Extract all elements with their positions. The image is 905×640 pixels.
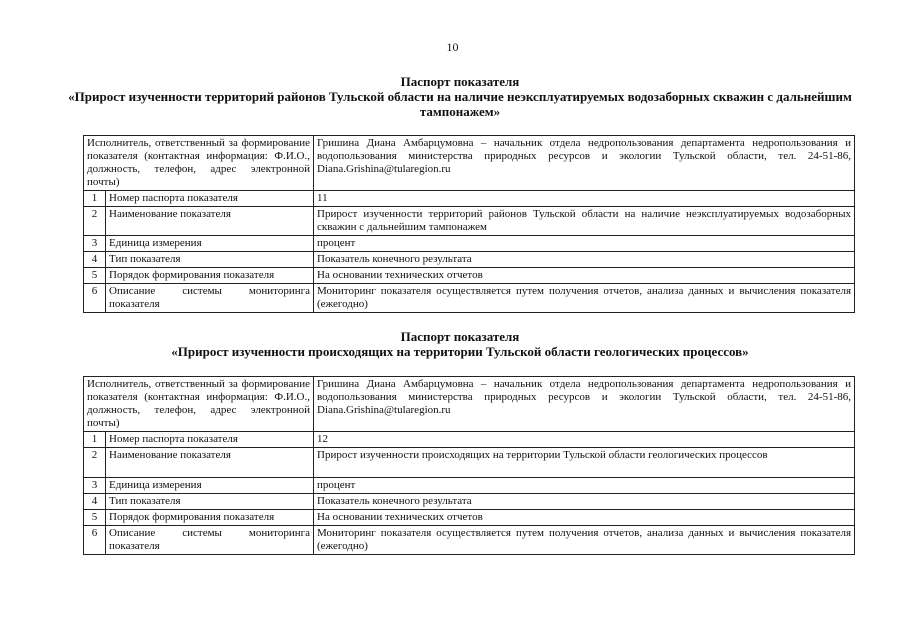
executor-label: Исполнитель, ответственный за формирование показателя (контактная информация: Ф.И.О., должность, телефон, адрес электронной почты) — [84, 377, 314, 432]
row-label: Номер паспорта показателя — [106, 191, 314, 207]
table-row — [84, 478, 855, 494]
row-value: Показатель конечного результата — [314, 494, 855, 510]
row-label: Единица измерения — [106, 236, 314, 252]
row-number: 4 — [84, 252, 106, 268]
table-row — [84, 526, 855, 555]
table-row — [84, 284, 855, 313]
row-value: процент — [314, 478, 855, 494]
row-value: Прирост изученности происходящих на территории Тульской области геологических процессов — [314, 448, 855, 478]
row-label: Тип показателя — [106, 252, 314, 268]
table-row — [84, 377, 855, 432]
row-value: 11 — [314, 191, 855, 207]
row-number: 2 — [84, 207, 106, 236]
row-value: Показатель конечного результата — [314, 252, 855, 268]
row-value: На основании технических отчетов — [314, 510, 855, 526]
table-row — [84, 494, 855, 510]
row-label: Описание системы мониторинга показателя — [106, 526, 314, 555]
row-value: Прирост изученности территорий районов Тульской области на наличие неэксплуатируемых водозаборных скважин с дальнейшим тампонажем — [314, 207, 855, 236]
table-row — [84, 432, 855, 448]
row-number: 3 — [84, 478, 106, 494]
row-value: 12 — [314, 432, 855, 448]
row-label: Единица измерения — [106, 478, 314, 494]
row-label: Наименование показателя — [106, 448, 314, 478]
row-label: Порядок формирования показателя — [106, 268, 314, 284]
table-row — [84, 191, 855, 207]
row-label: Номер паспорта показателя — [106, 432, 314, 448]
page-number: 10 — [446, 40, 459, 54]
executor-value: Гришина Диана Амбарцумовна – начальник отдела недропользования департамента недропользования и водопользования министерства природных ресурсов и экологии Тульской области, тел. 24-51-86, Diana.Grishina@tularegion.ru — [314, 377, 855, 432]
row-label: Наименование показателя — [106, 207, 314, 236]
table-row — [84, 268, 855, 284]
executor-label: Исполнитель, ответственный за формирование показателя (контактная информация: Ф.И.О., должность, телефон, адрес электронной почты) — [84, 136, 314, 191]
row-number: 6 — [84, 526, 106, 555]
passport-2-table — [83, 376, 855, 555]
row-number: 3 — [84, 236, 106, 252]
table-row — [84, 448, 855, 478]
row-label: Тип показателя — [106, 494, 314, 510]
table-row — [84, 207, 855, 236]
row-label: Описание системы мониторинга показателя — [106, 284, 314, 313]
row-number: 5 — [84, 268, 106, 284]
row-number: 1 — [84, 432, 106, 448]
row-number: 5 — [84, 510, 106, 526]
row-value: На основании технических отчетов — [314, 268, 855, 284]
table-row — [84, 252, 855, 268]
row-number: 2 — [84, 448, 106, 478]
passport-1-title: «Прирост изученности территорий районов Тульской области на наличие неэксплуатируемых водозаборных скважин с дальнейшим тампонажем» — [68, 89, 852, 119]
row-number: 6 — [84, 284, 106, 313]
passport-2-title-block — [60, 329, 860, 359]
passport-1-title-block — [60, 74, 860, 119]
table-row — [84, 136, 855, 191]
passport-1-heading: Паспорт показателя — [400, 74, 520, 89]
row-value: Мониторинг показателя осуществляется путем получения отчетов, анализа данных и вычисления показателя (ежегодно) — [314, 526, 855, 555]
passport-1-table — [83, 135, 855, 313]
executor-value: Гришина Диана Амбарцумовна – начальник отдела недропользования департамента недропользования и водопользования министерства природных ресурсов и экологии Тульской области, тел. 24-51-86, Diana.Grishina@tularegion.ru — [314, 136, 855, 191]
table-row — [84, 510, 855, 526]
row-value: процент — [314, 236, 855, 252]
passport-2-title: «Прирост изученности происходящих на территории Тульской области геологических процессов» — [171, 344, 749, 359]
row-value: Мониторинг показателя осуществляется путем получения отчетов, анализа данных и вычисления показателя (ежегодно) — [314, 284, 855, 313]
table-row — [84, 236, 855, 252]
row-label: Порядок формирования показателя — [106, 510, 314, 526]
row-number: 1 — [84, 191, 106, 207]
row-number: 4 — [84, 494, 106, 510]
passport-2-heading: Паспорт показателя — [400, 329, 520, 344]
